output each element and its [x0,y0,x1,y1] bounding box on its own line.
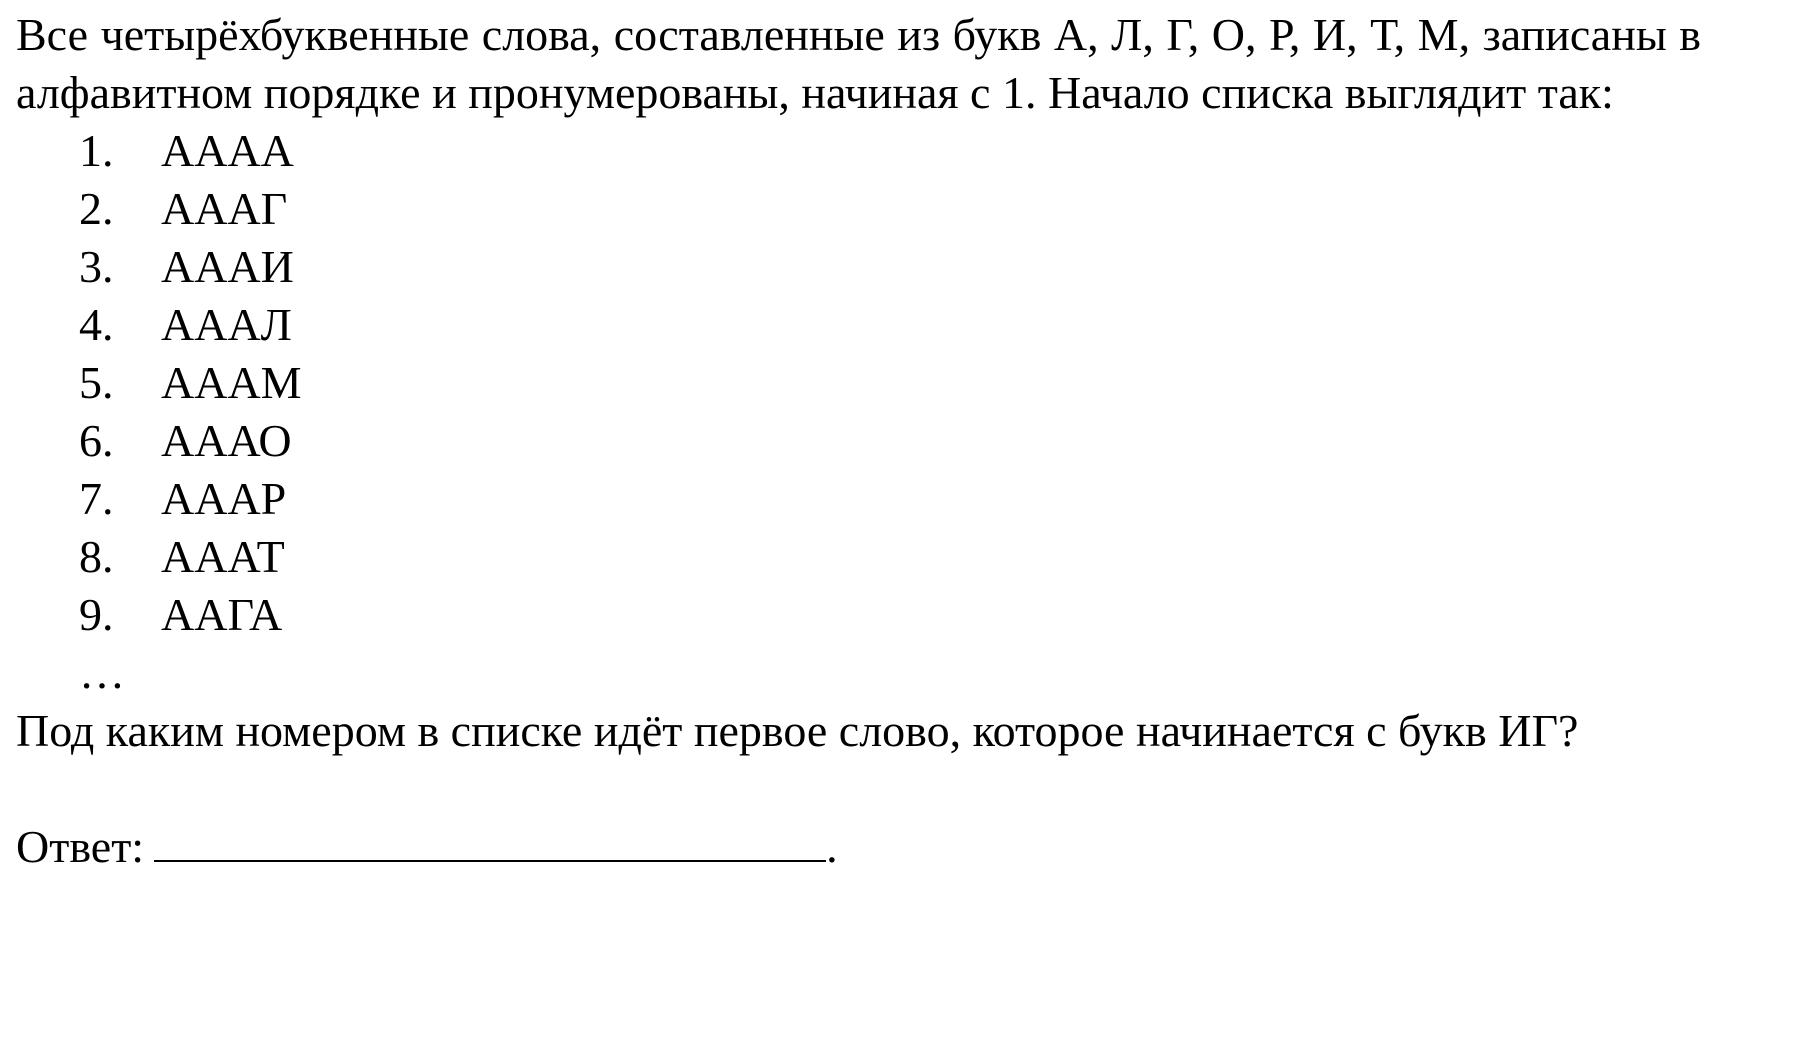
list-item-word: АААМ [161,357,302,408]
list-item-word: ААГА [161,589,283,640]
list-item [79,470,1701,528]
list-item-word: АААР [161,473,287,524]
list-item-number: 7. [79,473,114,524]
list-item-number: 9. [79,589,114,640]
task-question: Под каким номером в списке идёт первое слово, которое начинается с букв ИГ? [16,705,1579,756]
answer-end-period: . [826,821,838,872]
list-item [79,412,1701,470]
list-item-number: 8. [79,531,114,582]
list-item [79,528,1701,586]
list-item [79,296,1701,354]
list-item-word: АААО [161,415,292,466]
list-item-number: 6. [79,415,114,466]
list-item-number: 1. [79,125,114,176]
list-item-word: АААГ [161,183,288,234]
list-item-number: 3. [79,241,114,292]
list-item-word: АААЛ [161,299,292,350]
list-item-number: 2. [79,183,114,234]
word-list [16,122,1701,644]
list-item-word: АААТ [161,531,285,582]
list-item [79,238,1701,296]
list-item [79,586,1701,644]
answer-field[interactable] [154,820,826,862]
list-item [79,354,1701,412]
task-intro: Все четырёхбуквенные слова, составленные из букв А, Л, Г, О, Р, И, Т, М, записаны в алфавитном порядке и пронумерованы, начиная с 1. Начало списка выглядит так: [16,9,1701,118]
list-item-number: 5. [79,357,114,408]
list-ellipsis: … [79,647,125,698]
answer-label: Ответ: [16,821,145,872]
list-item-word: АААИ [161,241,294,292]
spacer [16,760,1701,818]
list-item-word: АААА [161,125,294,176]
list-item [79,180,1701,238]
list-item-number: 4. [79,299,114,350]
task-document [16,6,1701,876]
answer-row [16,818,1701,876]
list-item [79,122,1701,180]
